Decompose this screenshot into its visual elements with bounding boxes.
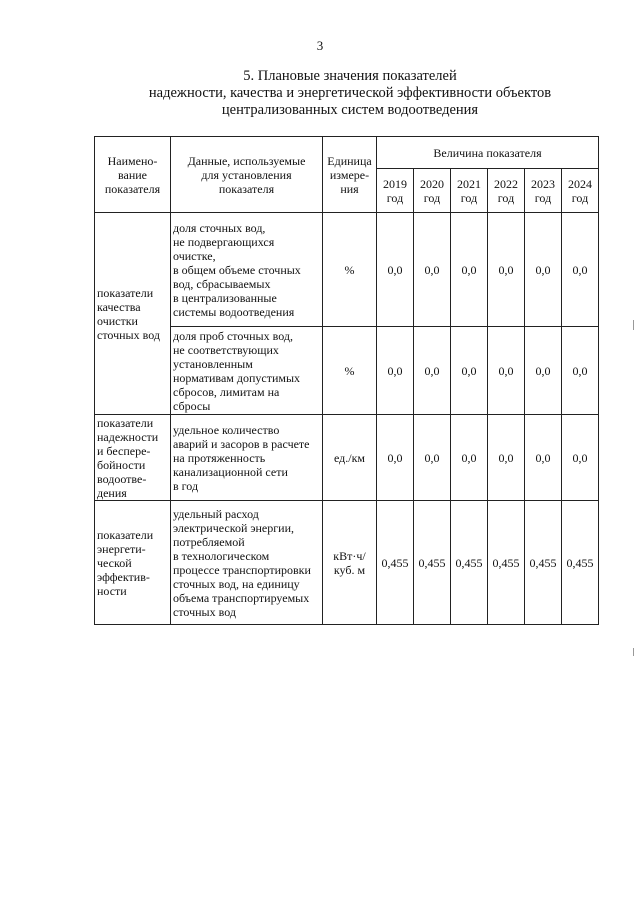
year-suffix: год xyxy=(460,190,478,205)
header-data-cell xyxy=(171,137,323,213)
header-unit-line: измере- xyxy=(329,167,370,182)
year-header-cell xyxy=(451,169,488,213)
value-cell: 0,0 xyxy=(414,327,451,415)
indicator-data-line: процессе транспортировки xyxy=(173,562,311,577)
year-header-cell xyxy=(377,169,414,213)
indicator-name-line: водоотве- xyxy=(97,471,147,486)
year-suffix: год xyxy=(497,190,515,205)
header-data-line: для установления xyxy=(201,167,292,182)
header-unit-cell xyxy=(323,137,377,213)
header-data-line: Данные, используемые xyxy=(187,153,306,168)
value-cell: 0,0 xyxy=(451,327,488,415)
value-cell: 0,0 xyxy=(562,327,599,415)
indicator-data-line: на протяженность xyxy=(173,450,266,465)
indicator-data-line: доля сточных вод, xyxy=(173,220,266,235)
value-cell: 0,455 xyxy=(525,501,562,625)
value-cell: 0,0 xyxy=(525,327,562,415)
indicator-data-line: сточных вод, на единицу xyxy=(173,576,300,591)
value-cell: 0,0 xyxy=(414,415,451,501)
table-row xyxy=(95,415,599,501)
scan-mark xyxy=(633,320,634,330)
value-cell: 0,455 xyxy=(488,501,525,625)
header-row xyxy=(95,137,599,169)
title-line-3: централизованных систем водоотведения xyxy=(221,102,479,118)
indicator-data-line: вод, сбрасываемых xyxy=(173,276,271,291)
value-cell: 0,0 xyxy=(451,213,488,327)
value-cell: 0,0 xyxy=(414,213,451,327)
header-name-line: показателя xyxy=(104,181,161,196)
header-unit-line: Единица xyxy=(327,153,372,168)
table-row xyxy=(95,327,599,415)
value-cell: 0,0 xyxy=(488,213,525,327)
year-header-cell xyxy=(562,169,599,213)
indicator-data-cell xyxy=(171,415,323,501)
unit-line: ед./км xyxy=(333,450,366,465)
indicator-name-line: качества xyxy=(97,299,141,314)
unit-cell xyxy=(323,415,377,501)
indicator-name-cell xyxy=(95,213,171,415)
indicator-data-cell xyxy=(171,213,323,327)
page-number: 3 xyxy=(316,38,324,53)
indicator-name-line: показатели xyxy=(97,527,154,542)
value-cell: 0,0 xyxy=(488,327,525,415)
year-label: 2023 xyxy=(531,176,555,191)
unit-cell xyxy=(323,327,377,415)
unit-line: % xyxy=(344,363,355,378)
title-line-2: надежности, качества и энергетической эффективности объектов xyxy=(148,85,552,101)
value-cell: 0,0 xyxy=(488,415,525,501)
indicator-data-line: в технологическом xyxy=(173,548,270,563)
year-label: 2022 xyxy=(494,176,518,191)
year-suffix: год xyxy=(534,190,552,205)
value-cell: 0,455 xyxy=(562,501,599,625)
indicator-name-line: энергети- xyxy=(97,541,146,556)
indicators-table xyxy=(94,136,599,625)
indicator-data-line: очистке, xyxy=(173,248,216,263)
year-header-cell xyxy=(414,169,451,213)
header-name-line: Наимено- xyxy=(107,153,158,168)
indicator-name-line: бойности xyxy=(97,457,146,472)
indicator-data-line: удельное количество xyxy=(173,422,280,437)
year-suffix: год xyxy=(571,190,589,205)
unit-line: кВт·ч/ xyxy=(333,548,366,563)
header-data-line: показателя xyxy=(218,181,275,196)
indicator-name-cell xyxy=(95,501,171,625)
value-cell: 0,0 xyxy=(562,415,599,501)
header-name-cell xyxy=(95,137,171,213)
indicator-data-line: доля проб сточных вод, xyxy=(173,328,293,343)
unit-cell xyxy=(323,213,377,327)
value-cell: 0,455 xyxy=(414,501,451,625)
indicator-data-line: установленным xyxy=(173,356,253,371)
indicator-data-line: не подвергающихся xyxy=(173,234,275,249)
unit-line: куб. м xyxy=(333,562,366,577)
indicator-data-line: в общем объеме сточных xyxy=(173,262,301,277)
header-value-group: Величина показателя xyxy=(377,137,599,169)
header-name-line: вание xyxy=(117,167,147,182)
value-cell: 0,0 xyxy=(451,415,488,501)
indicator-name-line: ческой xyxy=(97,555,132,570)
year-header-cell xyxy=(488,169,525,213)
indicator-data-cell xyxy=(171,327,323,415)
indicator-data-line: потребляемой xyxy=(173,534,245,549)
indicator-data-line: сбросов, лимитам на xyxy=(173,384,280,399)
indicator-name-line: ности xyxy=(97,583,127,598)
indicator-data-line: системы водоотведения xyxy=(173,304,295,319)
indicator-name-line: показатели xyxy=(97,415,154,430)
indicator-data-line: объема транспортируемых xyxy=(173,590,310,605)
indicator-name-line: эффектив- xyxy=(97,569,150,584)
header-unit-line: ния xyxy=(340,181,359,196)
indicator-name-cell xyxy=(95,415,171,501)
table-row xyxy=(95,501,599,625)
value-cell: 0,0 xyxy=(525,415,562,501)
unit-line: % xyxy=(344,262,355,277)
year-label: 2019 xyxy=(383,176,407,191)
table-row xyxy=(95,213,599,327)
year-label: 2024 xyxy=(568,176,592,191)
value-cell: 0,0 xyxy=(377,327,414,415)
value-cell: 0,0 xyxy=(525,213,562,327)
year-label: 2021 xyxy=(457,176,481,191)
value-cell: 0,0 xyxy=(377,213,414,327)
indicator-data-line: сточных вод xyxy=(173,604,236,619)
scan-mark xyxy=(633,648,634,656)
value-cell: 0,0 xyxy=(562,213,599,327)
indicator-data-line: в централизованные xyxy=(173,290,277,305)
section-title xyxy=(0,68,640,119)
indicator-name-line: дения xyxy=(97,485,127,500)
indicator-name-line: сточных вод xyxy=(97,327,160,342)
indicator-data-line: канализационной сети xyxy=(173,464,288,479)
value-cell: 0,455 xyxy=(377,501,414,625)
indicator-data-line: не соответствующих xyxy=(173,342,279,357)
indicator-name-line: показатели xyxy=(97,285,154,300)
year-header-cell xyxy=(525,169,562,213)
value-cell: 0,455 xyxy=(451,501,488,625)
indicator-data-line: аварий и засоров в расчете xyxy=(173,436,310,451)
value-cell: 0,0 xyxy=(377,415,414,501)
indicator-data-line: сбросы xyxy=(173,398,211,413)
indicator-data-cell xyxy=(171,501,323,625)
unit-cell xyxy=(323,501,377,625)
year-label: 2020 xyxy=(420,176,444,191)
year-suffix: год xyxy=(423,190,441,205)
indicator-data-line: нормативам допустимых xyxy=(173,370,301,385)
indicator-name-line: очистки xyxy=(97,313,138,328)
year-suffix: год xyxy=(386,190,404,205)
indicator-name-line: и беспере- xyxy=(97,443,151,458)
title-line-1: 5. Плановые значения показателей xyxy=(243,68,457,84)
indicator-name-line: надежности xyxy=(97,429,159,444)
indicator-data-line: в год xyxy=(173,478,199,493)
indicator-data-line: удельный расход xyxy=(173,506,259,521)
indicator-data-line: электрической энергии, xyxy=(173,520,295,535)
